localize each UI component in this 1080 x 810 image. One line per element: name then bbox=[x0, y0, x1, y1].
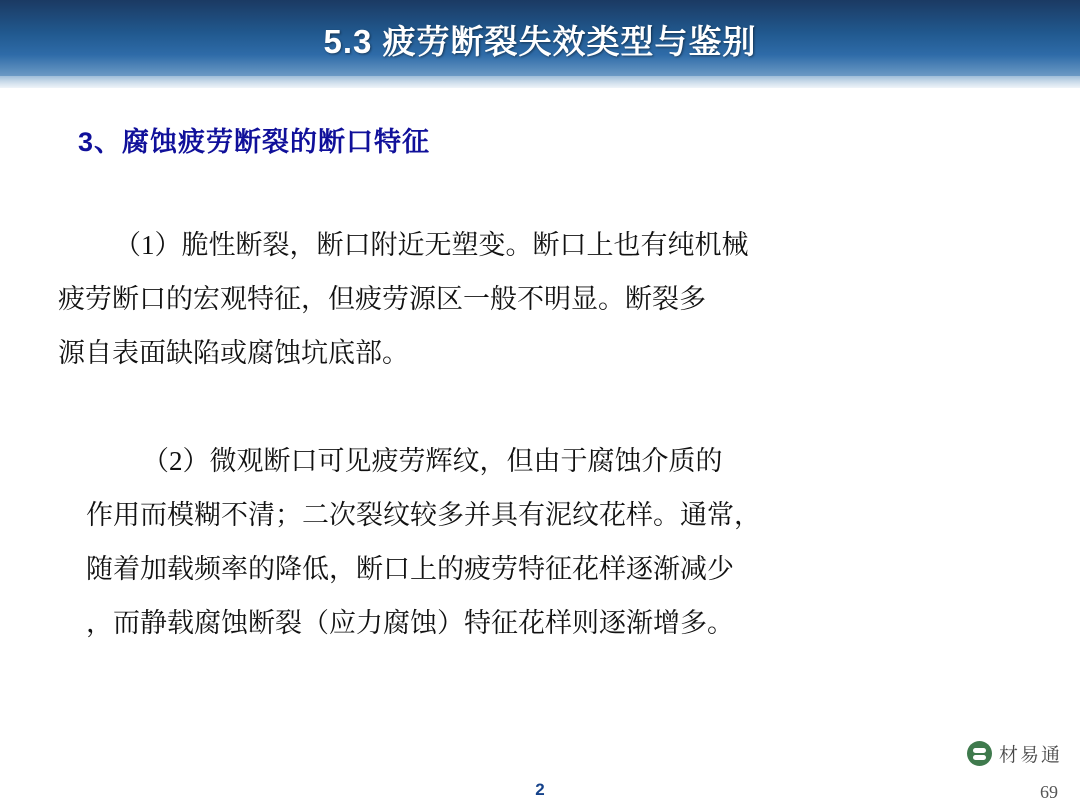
watermark-badge bbox=[967, 740, 1062, 767]
paragraph-2-line-1 bbox=[86, 434, 1026, 488]
page-number-center: 2 bbox=[535, 780, 545, 799]
page-title: 5.3 疲劳断裂失效类型与鉴别 bbox=[323, 23, 757, 60]
slide-header-banner bbox=[0, 0, 1080, 88]
paragraph-2-line-1-text: （2）微观断口可见疲劳辉纹，但由于腐蚀介质的 bbox=[142, 446, 723, 476]
paragraph-1-line-1-text: （1）脆性断裂，断口附近无塑变。断口上也有纯机械 bbox=[114, 230, 749, 260]
page-number-right: 69 bbox=[1040, 782, 1058, 802]
paragraph-2-line-2: 作用而模糊不清；二次裂纹较多并具有泥纹花样。通常， bbox=[86, 500, 761, 530]
slide-footer bbox=[0, 780, 1080, 810]
paragraph-2-line-4: ，而静载腐蚀断裂（应力腐蚀）特征花样则逐渐增多。 bbox=[86, 608, 734, 638]
wechat-official-account-icon bbox=[967, 741, 992, 766]
paragraph-1-line-2: 疲劳断口的宏观特征，但疲劳源区一般不明显。断裂多 bbox=[58, 284, 706, 314]
paragraph-1 bbox=[58, 218, 1018, 380]
section-heading: 3、腐蚀疲劳断裂的断口特征 bbox=[78, 127, 431, 157]
paragraph-2 bbox=[86, 434, 1026, 650]
watermark-label: 材易通 bbox=[998, 745, 1062, 766]
paragraph-1-line-1 bbox=[58, 218, 1018, 272]
slide-content bbox=[0, 88, 1080, 780]
paragraph-1-line-3: 源自表面缺陷或腐蚀坑底部。 bbox=[58, 338, 409, 368]
paragraph-2-line-3: 随着加载频率的降低，断口上的疲劳特征花样逐渐减少 bbox=[86, 554, 734, 584]
